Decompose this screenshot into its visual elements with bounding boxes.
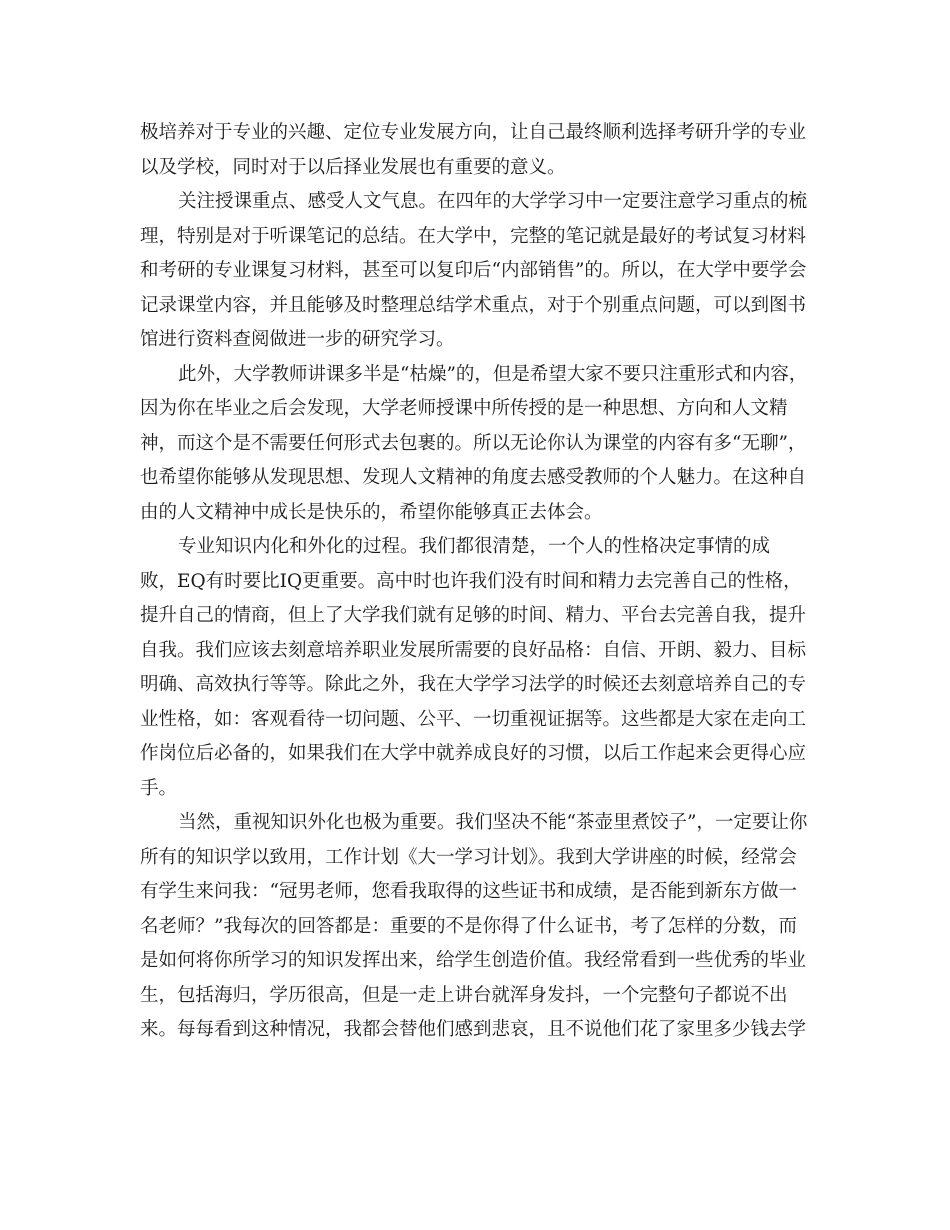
- text-line: 由的人文精神中成长是快乐的，希望你能够真正去体会。: [140, 501, 603, 523]
- text-line: 和考研的专业课复习材料，甚至可以复印后“内部销售”的。所以，在大学中要学会: [140, 260, 807, 281]
- text-line: 作岗位后必备的，如果我们在大学中就养成良好的习惯，以后工作起来会更得心应: [140, 743, 807, 764]
- text-line: 名老师？”我每次的回答都是：重要的不是你得了什么证书，考了怎样的分数，而: [140, 915, 797, 937]
- text-line: 理，特别是对于听课笔记的总结。在大学中，完整的笔记就是最好的考试复习材料: [140, 225, 807, 247]
- text-line: 来。每每看到这种情况，我都会替他们感到悲哀，且不说他们花了家里多少钱去学: [140, 1019, 807, 1040]
- text-line: 也希望你能够从发现思想、发现人文精神的角度去感受教师的个人魅力。在这种自: [140, 467, 807, 488]
- paragraph-start-line: 此外，大学教师讲课多半是“枯燥”的，但是希望大家不要只注重形式和内容，: [178, 363, 808, 385]
- text-line: 是如何将你所学习的知识发挥出来，给学生创造价值。我经常看到一些优秀的毕业: [140, 950, 807, 971]
- text-line: 所有的知识学以致用，工作计划《大一学习计划》。我到大学讲座的时候，经常会: [140, 846, 797, 868]
- paragraph-start-line: 关注授课重点、感受人文气息。在四年的大学学习中一定要注意学习重点的梳: [178, 191, 808, 212]
- text-line: 神，而这个是不需要任何形式去包裹的。所以无论你认为课堂的内容有多“无聊”，: [140, 432, 807, 454]
- text-line: 馆进行资料查阅做进一步的研究学习。: [140, 329, 455, 350]
- paragraph-start-line: 专业知识内化和外化的过程。我们都很清楚，一个人的性格决定事情的成: [178, 536, 771, 557]
- text-line: 生，包括海归，学历很高，但是一走上讲台就浑身发抖，一个完整句子都说不出: [140, 984, 788, 1006]
- text-line: 提升自己的情商，但上了大学我们就有足够的时间、精力、平台去完善自我，提升: [140, 605, 807, 626]
- text-line: 以及学校，同时对于以后择业发展也有重要的意义。: [140, 156, 566, 178]
- text-line: 败，EQ有时要比IQ更重要。高中时也许我们没有时间和精力去完善自己的性格，: [140, 570, 802, 592]
- body-text: [140, 116, 820, 1048]
- text-line: 自我。我们应该去刻意培养职业发展所需要的良好品格：自信、开朗、毅力、目标: [140, 639, 807, 661]
- paragraph-start-line: 当然，重视知识外化也极为重要。我们坚决不能“茶壶里煮饺子”，一定要让你: [178, 812, 808, 833]
- text-line: 记录课堂内容，并且能够及时整理总结学术重点，对于个别重点问题，可以到图书: [140, 294, 807, 316]
- text-line: 有学生来问我：“冠男老师，您看我取得的这些证书和成绩，是否能到新东方做一: [140, 881, 797, 902]
- text-line: 手。: [140, 777, 178, 799]
- text-line: 因为你在毕业之后会发现，大学老师授课中所传授的是一种思想、方向和人文精: [140, 398, 788, 419]
- text-line: 极培养对于专业的兴趣、定位专业发展方向，让自己最终顺利选择考研升学的专业: [140, 122, 807, 143]
- text-line: 业性格，如：客观看待一切问题、公平、一切重视证据等。这些都是大家在走向工: [140, 708, 807, 730]
- text-line: 明确、高效执行等等。除此之外，我在大学学习法学的时候还去刻意培养自己的专: [140, 674, 807, 695]
